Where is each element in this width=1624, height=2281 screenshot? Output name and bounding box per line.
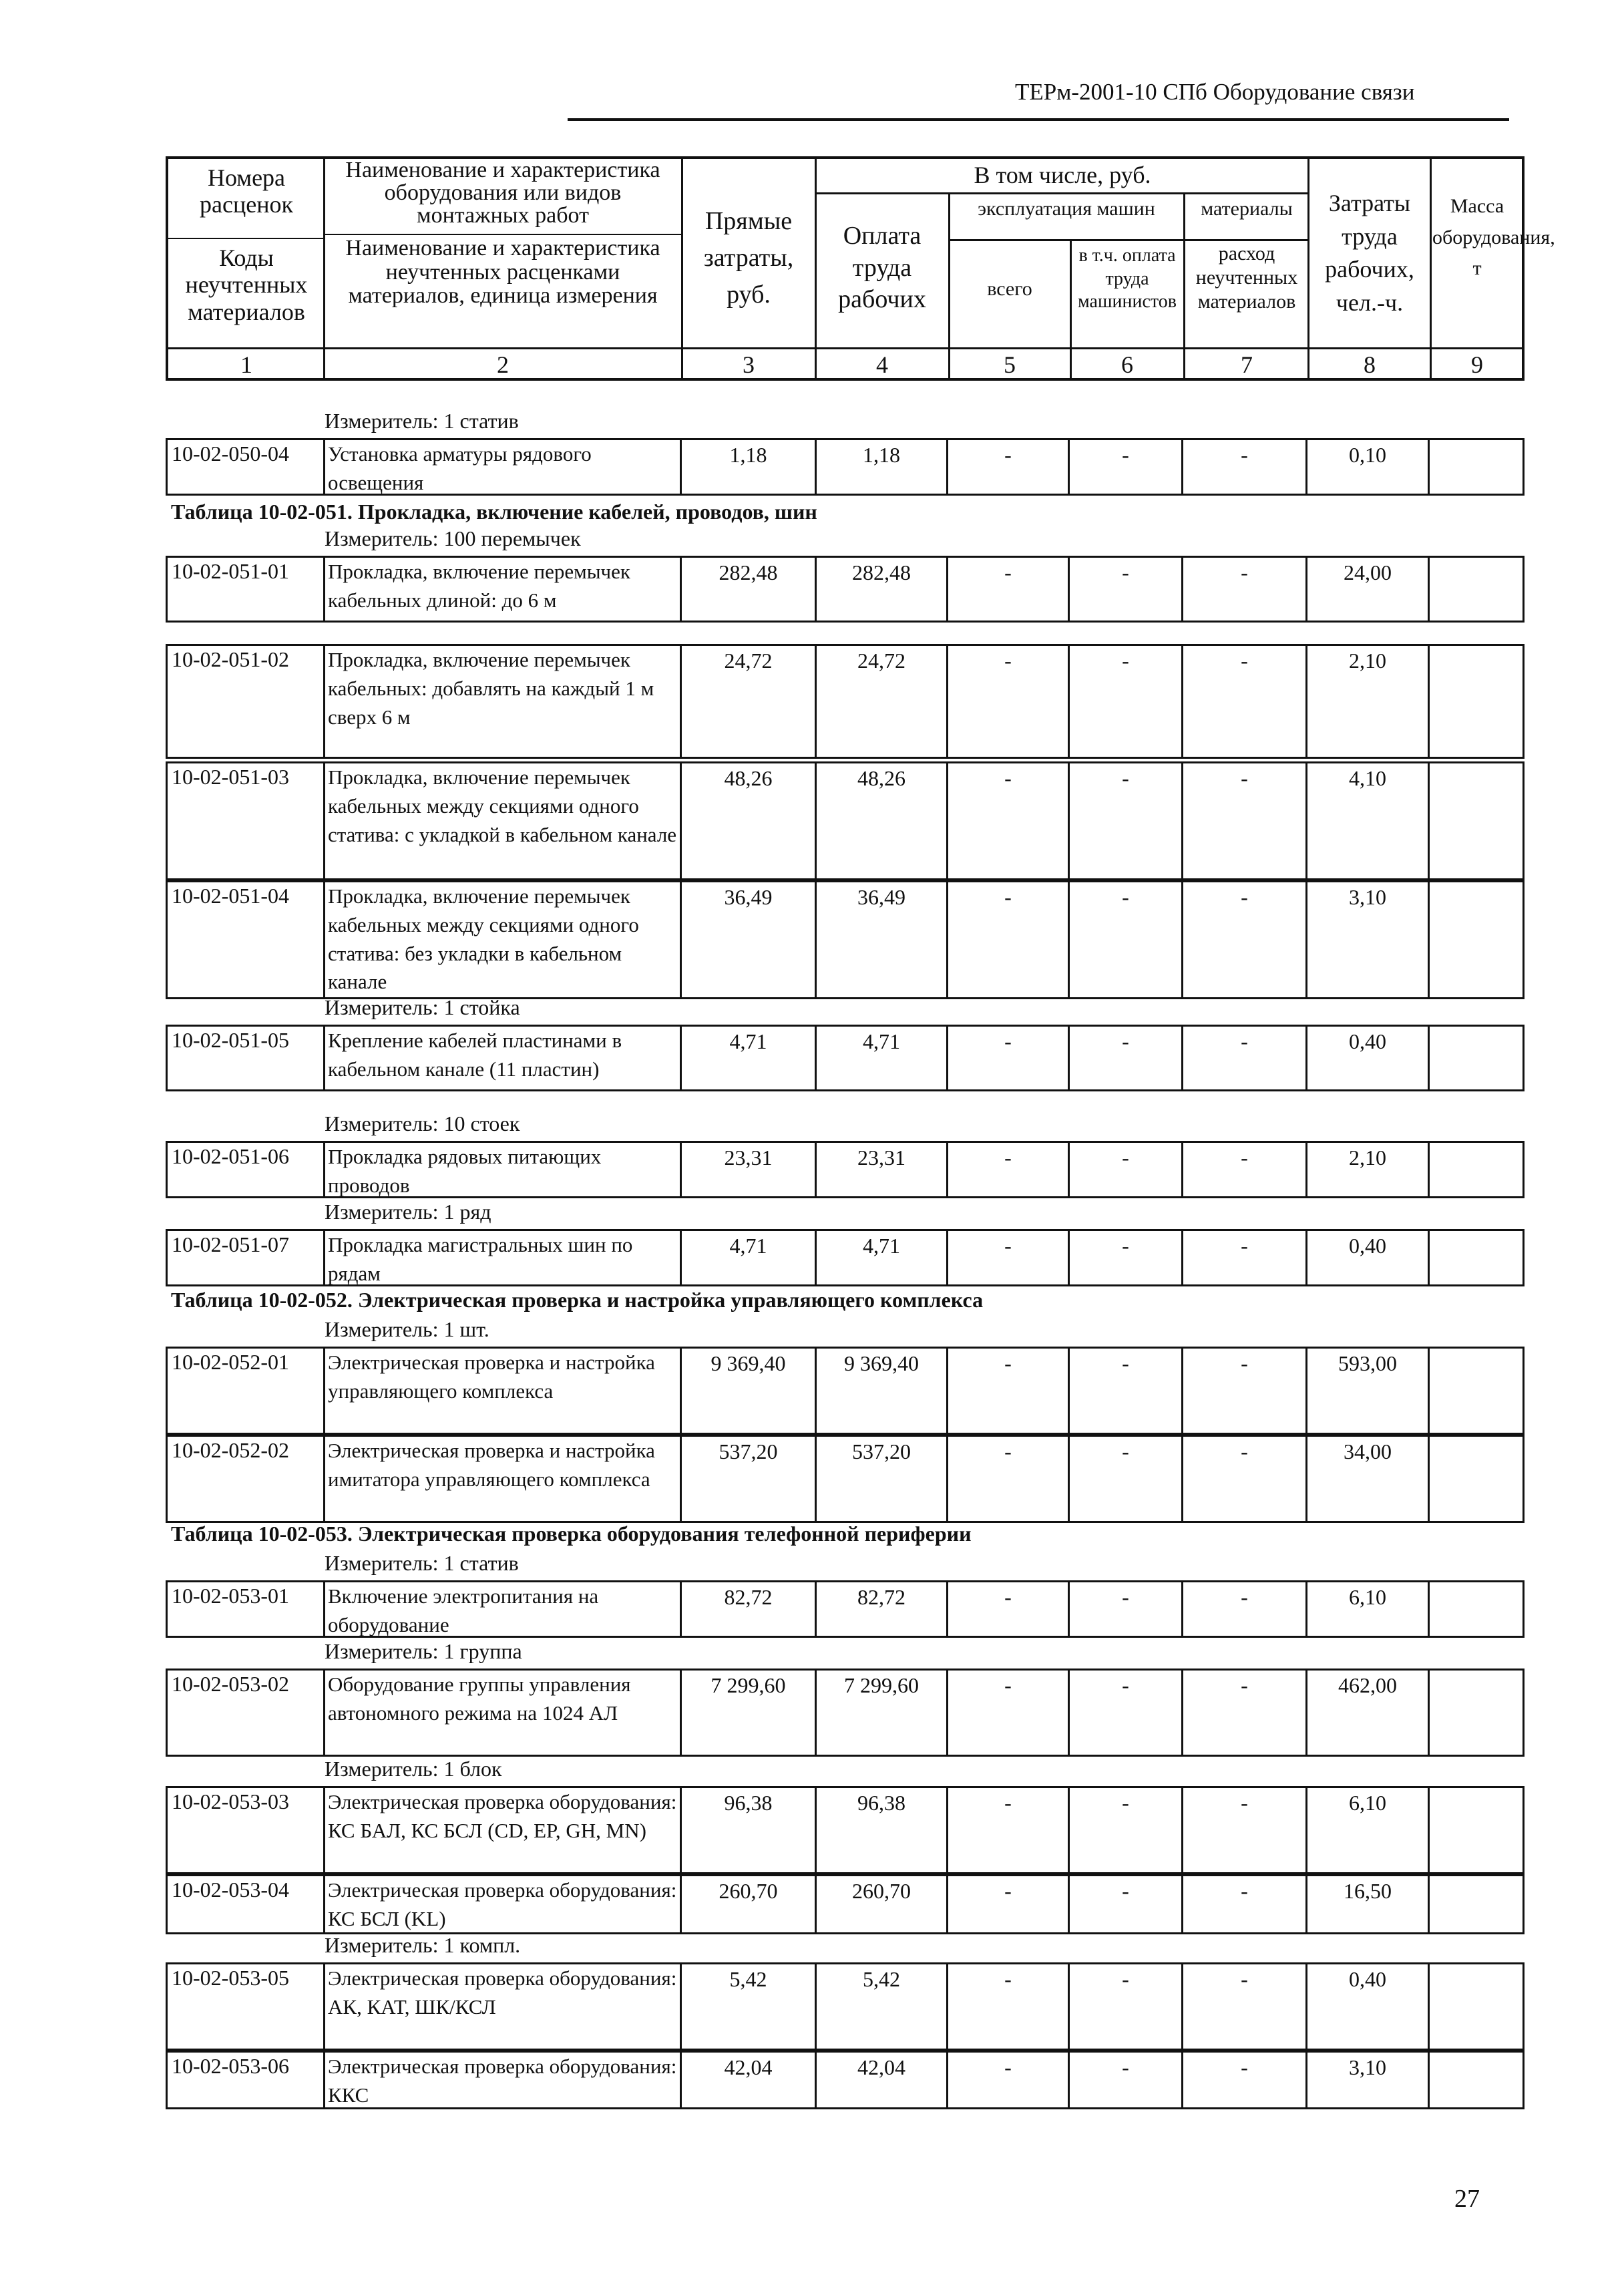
row-labor: 4,71 [815,1025,948,1091]
row-machines: - [948,1025,1070,1091]
row-mass [1430,1435,1525,1523]
table-title: Таблица 10-02-051. Прокладка, включение кабелей, проводов, шин [171,500,817,524]
row-labor: 48,26 [815,761,948,880]
row-hours: 593,00 [1307,1347,1430,1435]
measure-label: Измеритель: 1 статив [325,409,519,433]
row-materials: - [1183,1141,1307,1198]
row-materials: - [1183,1962,1307,2051]
table-title: Таблица 10-02-052. Электрическая проверка и настройка управляющего комплекса [171,1288,984,1312]
table-row [166,1580,1525,1638]
row-code: 10-02-051-05 [166,1025,323,1091]
hdr-hline [168,238,323,239]
row-machinists: - [1070,1580,1183,1638]
measure-label: Измеритель: 1 шт. [325,1317,489,1341]
row-name: Электрическая проверка и настройка управляющего комплекса [323,1347,680,1435]
row-labor: 36,49 [815,880,948,999]
hdr-col6: в т.ч. оплата труда машинистов [1078,245,1177,313]
row-name: Электрическая проверка и настройка имитатора управляющего комплекса [323,1435,680,1523]
row-direct: 9 369,40 [680,1347,815,1435]
measure-label: Измеритель: 1 ряд [325,1200,491,1224]
row-mass [1430,438,1525,496]
hdr-machines: эксплуатация машин [978,198,1155,220]
row-machinists: - [1070,2051,1183,2109]
row-direct: 282,48 [680,556,815,623]
row-labor: 96,38 [815,1786,948,1874]
row-hours: 0,10 [1307,438,1430,496]
row-labor: 260,70 [815,1874,948,1934]
row-code: 10-02-051-07 [166,1229,323,1286]
hdr-col7: расход неучтенных материалов [1195,242,1298,313]
row-machines: - [948,1141,1070,1198]
row-machines: - [948,1874,1070,1934]
row-machinists: - [1070,1229,1183,1286]
hdr-group: В том числе, руб. [974,162,1151,188]
row-hours: 4,10 [1307,761,1430,880]
header-rule [568,118,1509,121]
hdr-num-6: 6 [1121,351,1133,378]
row-materials: - [1183,1580,1307,1638]
table-row [166,438,1525,496]
hdr-vline [1183,192,1185,381]
row-direct: 24,72 [680,644,815,759]
row-direct: 4,71 [680,1025,815,1091]
hdr-num-3: 3 [743,351,755,378]
row-name: Крепление кабелей пластинами в кабельном канале (11 пластин) [323,1025,680,1091]
row-code: 10-02-053-04 [166,1874,323,1934]
row-machines: - [948,2051,1070,2109]
row-mass [1430,1580,1525,1638]
row-code: 10-02-053-01 [166,1580,323,1638]
row-code: 10-02-051-02 [166,644,323,759]
row-machines: - [948,1669,1070,1757]
row-machinists: - [1070,438,1183,496]
table-row [166,2051,1525,2109]
table-row [166,1229,1525,1286]
row-materials: - [1183,1874,1307,1934]
row-hours: 2,10 [1307,644,1430,759]
hdr-col8: Затраты труда рабочих, чел.-ч. [1325,190,1414,317]
row-name: Прокладка, включение перемычек кабельных между секциями одного статива: без укладки в кабельном канале [323,880,680,999]
row-hours: 16,50 [1307,1874,1430,1934]
row-hours: 2,10 [1307,1141,1430,1198]
row-machinists: - [1070,1962,1183,2051]
row-machinists: - [1070,761,1183,880]
table-title: Таблица 10-02-053. Электрическая проверка оборудования телефонной периферии [171,1522,972,1546]
row-name: Прокладка, включение перемычек кабельных: добавлять на каждый 1 м сверх 6 м [323,644,680,759]
row-name: Электрическая проверка оборудования: АК, КАТ, ШК/КСЛ [323,1962,680,2051]
hdr-materials: материалы [1201,198,1293,220]
table-row [166,1141,1525,1198]
row-materials: - [1183,1229,1307,1286]
hdr-num-9: 9 [1471,351,1483,378]
row-hours: 0,40 [1307,1229,1430,1286]
row-machinists: - [1070,1669,1183,1757]
measure-label: Измеритель: 10 стоек [325,1111,520,1135]
row-name: Электрическая проверка оборудования: КС БАЛ, КС БСЛ (CD, EP, GH, MN) [323,1786,680,1874]
row-mass [1430,1141,1525,1198]
row-name: Установка арматуры рядового освещения [323,438,680,496]
hdr-hline [168,347,1522,349]
row-direct: 537,20 [680,1435,815,1523]
row-name: Электрическая проверка оборудования: КС БСЛ (KL) [323,1874,680,1934]
row-hours: 34,00 [1307,1435,1430,1523]
row-machinists: - [1070,1141,1183,1198]
row-code: 10-02-053-02 [166,1669,323,1757]
row-machinists: - [1070,1435,1183,1523]
row-materials: - [1183,761,1307,880]
row-materials: - [1183,644,1307,759]
row-name: Оборудование группы управления автономного режима на 1024 АЛ [323,1669,680,1757]
row-mass [1430,880,1525,999]
table-row [166,556,1525,623]
row-direct: 82,72 [680,1580,815,1638]
row-direct: 4,71 [680,1229,815,1286]
table-row [166,761,1525,880]
row-machines: - [948,644,1070,759]
row-code: 10-02-053-05 [166,1962,323,2051]
hdr-hline [948,239,1309,241]
row-mass [1430,1962,1525,2051]
row-code: 10-02-053-06 [166,2051,323,2109]
row-labor: 4,71 [815,1229,948,1286]
measure-label: Измеритель: 100 перемычек [325,526,581,550]
row-mass [1430,761,1525,880]
table-header [166,156,1555,381]
row-materials: - [1183,1025,1307,1091]
measure-label: Измеритель: 1 компл. [325,1933,521,1957]
row-labor: 42,04 [815,2051,948,2109]
hdr-col1-top: Номера расценок [200,164,293,218]
hdr-col1-bottom: Коды неучтенных материалов [185,244,308,325]
row-labor: 1,18 [815,438,948,496]
row-mass [1430,1874,1525,1934]
row-hours: 0,40 [1307,1962,1430,2051]
row-labor: 24,72 [815,644,948,759]
hdr-vline [1070,239,1072,381]
row-machines: - [948,1435,1070,1523]
table-row [166,644,1525,759]
row-materials: - [1183,1435,1307,1523]
row-direct: 260,70 [680,1874,815,1934]
row-labor: 282,48 [815,556,948,623]
measure-label: Измеритель: 1 группа [325,1639,522,1663]
row-name: Электрическая проверка оборудования: ККС [323,2051,680,2109]
row-direct: 1,18 [680,438,815,496]
table-row [166,1786,1525,1874]
row-name: Прокладка, включение перемычек кабельных между секциями одного статива: с укладкой в кабельном канале [323,761,680,880]
row-mass [1430,556,1525,623]
row-machines: - [948,1962,1070,2051]
measure-label: Измеритель: 1 статив [325,1551,519,1575]
hdr-col9: Масса оборудования, т [1432,195,1555,279]
row-code: 10-02-051-06 [166,1141,323,1198]
row-direct: 23,31 [680,1141,815,1198]
row-name: Прокладка магистральных шин по рядам [323,1229,680,1286]
table-row [166,1347,1525,1435]
row-labor: 23,31 [815,1141,948,1198]
row-code: 10-02-051-04 [166,880,323,999]
row-hours: 3,10 [1307,2051,1430,2109]
row-hours: 3,10 [1307,880,1430,999]
row-direct: 42,04 [680,2051,815,2109]
row-materials: - [1183,556,1307,623]
row-materials: - [1183,438,1307,496]
row-machinists: - [1070,644,1183,759]
row-mass [1430,1786,1525,1874]
row-direct: 96,38 [680,1786,815,1874]
row-code: 10-02-052-01 [166,1347,323,1435]
table-row [166,1025,1525,1091]
row-machinists: - [1070,880,1183,999]
row-machines: - [948,1786,1070,1874]
measure-label: Измеритель: 1 блок [325,1757,502,1781]
row-direct: 7 299,60 [680,1669,815,1757]
hdr-num-8: 8 [1364,351,1376,378]
row-code: 10-02-050-04 [166,438,323,496]
row-code: 10-02-053-03 [166,1786,323,1874]
hdr-col4: Оплата труда рабочих [838,222,926,313]
row-materials: - [1183,1347,1307,1435]
row-mass [1430,1669,1525,1757]
row-materials: - [1183,2051,1307,2109]
row-mass [1430,2051,1525,2109]
row-hours: 462,00 [1307,1669,1430,1757]
measure-label: Измеритель: 1 стойка [325,995,520,1019]
hdr-vline [948,192,950,381]
hdr-num-7: 7 [1241,351,1253,378]
page-header-title: ТЕРм-2001-10 СПб Оборудование связи [1015,79,1415,105]
table-row [166,1962,1525,2051]
hdr-num-1: 1 [240,351,252,378]
hdr-col5: всего [987,278,1032,300]
hdr-num-4: 4 [876,351,888,378]
row-machines: - [948,1347,1070,1435]
row-machinists: - [1070,1786,1183,1874]
row-machinists: - [1070,556,1183,623]
row-labor: 537,20 [815,1435,948,1523]
row-labor: 7 299,60 [815,1669,948,1757]
row-hours: 24,00 [1307,556,1430,623]
row-hours: 6,10 [1307,1786,1430,1874]
row-direct: 5,42 [680,1962,815,2051]
row-name: Включение электропитания на оборудование [323,1580,680,1638]
table-row [166,1435,1525,1523]
table-row [166,880,1525,999]
row-direct: 48,26 [680,761,815,880]
row-labor: 9 369,40 [815,1347,948,1435]
row-materials: - [1183,1786,1307,1874]
row-machines: - [948,1580,1070,1638]
hdr-col2-top: Наименование и характеристика оборудования или видов монтажных работ [345,158,660,228]
row-name: Прокладка, включение перемычек кабельных длиной: до 6 м [323,556,680,623]
hdr-hline [323,234,681,235]
row-machines: - [948,761,1070,880]
table-row [166,1669,1525,1757]
row-machinists: - [1070,1347,1183,1435]
row-name: Прокладка рядовых питающих проводов [323,1141,680,1198]
row-machines: - [948,880,1070,999]
row-code: 10-02-051-03 [166,761,323,880]
row-machinists: - [1070,1025,1183,1091]
row-machines: - [948,438,1070,496]
hdr-num-2: 2 [497,351,509,378]
row-machines: - [948,1229,1070,1286]
row-code: 10-02-051-01 [166,556,323,623]
row-materials: - [1183,880,1307,999]
row-machinists: - [1070,1874,1183,1934]
table-row [166,1874,1525,1934]
row-mass [1430,1025,1525,1091]
row-hours: 0,40 [1307,1025,1430,1091]
hdr-col2-bottom: Наименование и характеристика неучтенных расценками материалов, единица измерения [345,236,660,309]
row-mass [1430,644,1525,759]
row-mass [1430,1347,1525,1435]
row-labor: 5,42 [815,1962,948,2051]
hdr-num-5: 5 [1004,351,1016,378]
row-code: 10-02-052-02 [166,1435,323,1523]
hdr-col3: Прямые затраты, руб. [703,207,794,309]
row-materials: - [1183,1669,1307,1757]
row-machines: - [948,556,1070,623]
page-number: 27 [1454,2185,1480,2213]
row-hours: 6,10 [1307,1580,1430,1638]
row-direct: 36,49 [680,880,815,999]
row-labor: 82,72 [815,1580,948,1638]
row-mass [1430,1229,1525,1286]
hdr-hline [815,192,1309,194]
